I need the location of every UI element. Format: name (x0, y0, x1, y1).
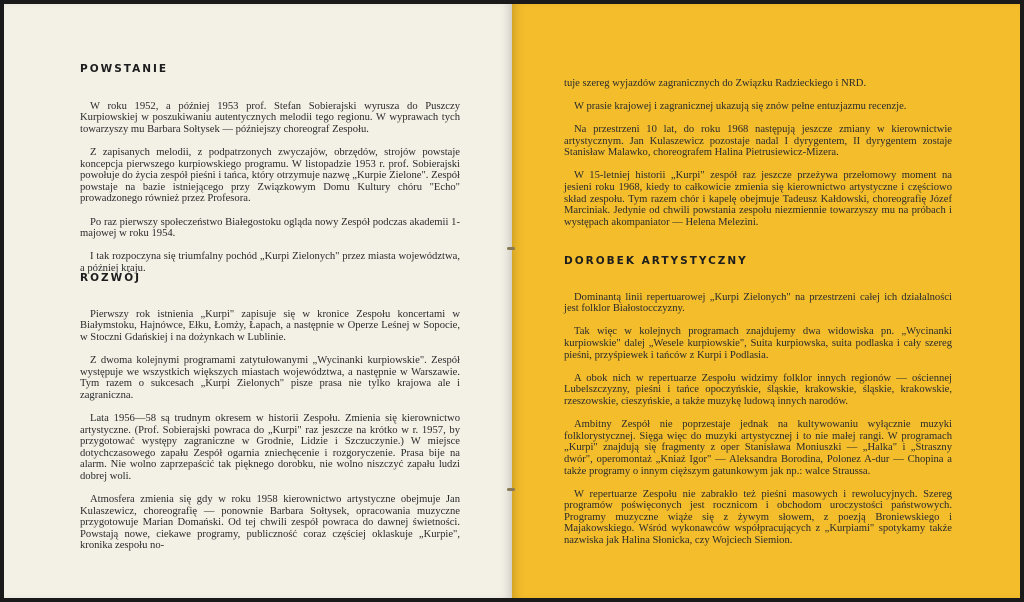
heading-powstanie: POWSTANIE (80, 63, 169, 75)
staple (507, 488, 515, 491)
left-page (4, 4, 512, 598)
paragraph: Na przestrzeni 10 lat, do roku 1968 następują jeszcze zmiany w kierownictwie artystycznym. Jan Kulaszewicz pozostaje nadal I dyrygentem, II dyrygentem zostaje Stanisław Malawko, choreografem Halina Pietrusiewicz-Mizera. (564, 123, 952, 159)
paragraph: A obok nich w repertuarze Zespołu widzimy folklor innych regionów — ościennej Lubelszczyzny, pieśni i tańce opoczyńskie, śląskie, krakowskie, śląskie, krakowskie, rzeszowskie, cieszyńskie, a także muzykę ludową innych narodów. (564, 372, 952, 407)
paragraph: Z dwoma kolejnymi programami zatytułowanymi „Wycinanki kurpiowskie". Zespół występuje we wszystkich większych miastach województwa, a następnie w Warszawie. Tym razem o sukcesach „Kurpi Zielonych" pisze prasa nie tylko krajowa ale i zagraniczna. (80, 354, 460, 401)
powstanie-text (80, 89, 460, 286)
staple (507, 247, 515, 250)
paragraph: Po raz pierwszy społeczeństwo Białegostoku ogląda nowy Zespół podczas akademii 1-majowej w roku 1954. (80, 216, 460, 240)
paragraph: Dominantą linii repertuarowej „Kurpi Zielonych" na przestrzeni całej ich działalności jest folklor Białostocczyzny. (564, 291, 952, 315)
right-page (512, 4, 1020, 598)
paragraph: Atmosfera zmienia się gdy w roku 1958 kierownictwo artystyczne obejmuje Jan Kulaszewicz, choreografię — ponownie Barbara Sołtysek, opracowania muzyczne przygotowuje Marian Domański. Od tej chwili zespół powraca do dawnej świetności. Powstają nowe, ciekawe programy, publiczność coraz częściej oklaskuje „Kurpie", kronika zespołu no- (80, 494, 460, 552)
rozwoj-text (80, 297, 460, 564)
paragraph: Lata 1956—58 są trudnym okresem w historii Zespołu. Zmienia się kierownictwo artystyczne. (Prof. Sobierajski powraca do „Kurpi" raz jeszcze na krótko w r. 1957, by przygotować występy zagraniczne w Grodnie, Lidzie i Szczuczynie.) W miejsce dotychczasowego zapału Zespół ogarnia zniechęcenie i rozgoryczenie. Prasa bije na alarm. Nie wolno zaprzepaścić tak pięknego dorobku, nie wolno niszczyć zapału ludzi dobrej woli. (80, 412, 460, 482)
paragraph: I tak rozpoczyna się triumfalny pochód „Kurpi Zielonych" przez miasta województwa, a później kraju. (80, 251, 460, 274)
paragraph: Z zapisanych melodii, z podpatrzonych zwyczajów, obrzędów, strojów powstaje koncepcja pierwszego kurpiowskiego programu. W listopadzie 1953 r. prof. Sobierajski powołuje do życia zespół pieśni i tańca, który otrzymuje nazwę „Kurpie Zielone". Zespół powstaje na bazie istniejącego przy Związkowym Domu Kultury chóru "Echo" prowadzonego również przez Profesora. (80, 146, 460, 205)
dorobek-text (564, 280, 952, 558)
booklet-spread (4, 4, 1020, 598)
heading-dorobek: DOROBEK ARTYSTYCZNY (564, 255, 748, 267)
heading-rozwoj: ROZWÓJ (80, 272, 142, 284)
paragraph: Ambitny Zespół nie poprzestaje jednak na kultywowaniu wyłącznie muzyki folklorystycznej. Sięga więc do muzyki artystycznej i to nie małej rangi. W programach „Kurpi" znajdują się fragmenty z oper Stanisława Moniuszki — „Halka" i „Straszny dwór", operomontaż „Kniaź Igor" — Aleksandra Borodina, Polonez A-dur — Chopina a także programy o innym cięższym gatunkowym jak np.: walce Straussa. (564, 419, 952, 477)
continuation-text (564, 66, 952, 240)
paragraph: Pierwszy rok istnienia „Kurpi" zapisuje się w kronice Zespołu koncertami w Białymstoku, Hajnówce, Ełku, Łomży, Łapach, a następnie w Operze Leśnej w Sopocie, w Stoczni Gdańskiej i na dożynkach w Lublinie. (80, 308, 460, 343)
paragraph: W repertuarze Zespołu nie zabrakło też pieśni masowych i rewolucyjnych. Szereg programów poświęconych jest rocznicom i obchodom uroczystości państwowych. Programy muzyczne wiąże się z żywym słowem, z poezją Broniewskiego i Majakowskiego. Wśród wykonawców współpracujących z „Kurpiami" spotykamy także nazwiska jak Halina Słonicka, czy Wojciech Siemion. (564, 488, 952, 547)
paragraph: tuje szereg wyjazdów zagranicznych do Związku Radzieckiego i NRD. (564, 77, 867, 89)
paragraph: W roku 1952, a później 1953 prof. Stefan Sobierajski wyrusza do Puszczy Kurpiowskiej w poszukiwaniu autentycznych melodii tego regionu. W wyprawach tych towarzyszy mu Barbara Sołtysek — późniejszy choreograf Zespołu. (80, 100, 460, 135)
paragraph: Tak więc w kolejnych programach znajdujemy dwa widowiska pn. „Wycinanki kurpiowskie" dalej „Wesele kurpiowskie", Suita kurpiowska, suita podlaska i cały szereg pieśni, przyśpiewek i tańców z Kurpi i Podlasia. (564, 326, 952, 361)
paragraph: W 15-letniej historii „Kurpi" zespół raz jeszcze przeżywa przełomowy moment na jesieni roku 1968, kiedy to całkowicie zmienia się kierownictwo artystyczne i częściowo skład zespołu. Tym razem chór i kapelę obejmuje Tadeusz Kałdowski, choreografię Józef Marciniak. Jedynie od chwili powstania zespołu niezmiennie towarzyszy mu na próbach i występach akompaniator — Helena Melezini. (564, 170, 952, 228)
paragraph: W prasie krajowej i zagranicznej ukazują się znów pełne entuzjazmu recenzje. (574, 100, 907, 112)
